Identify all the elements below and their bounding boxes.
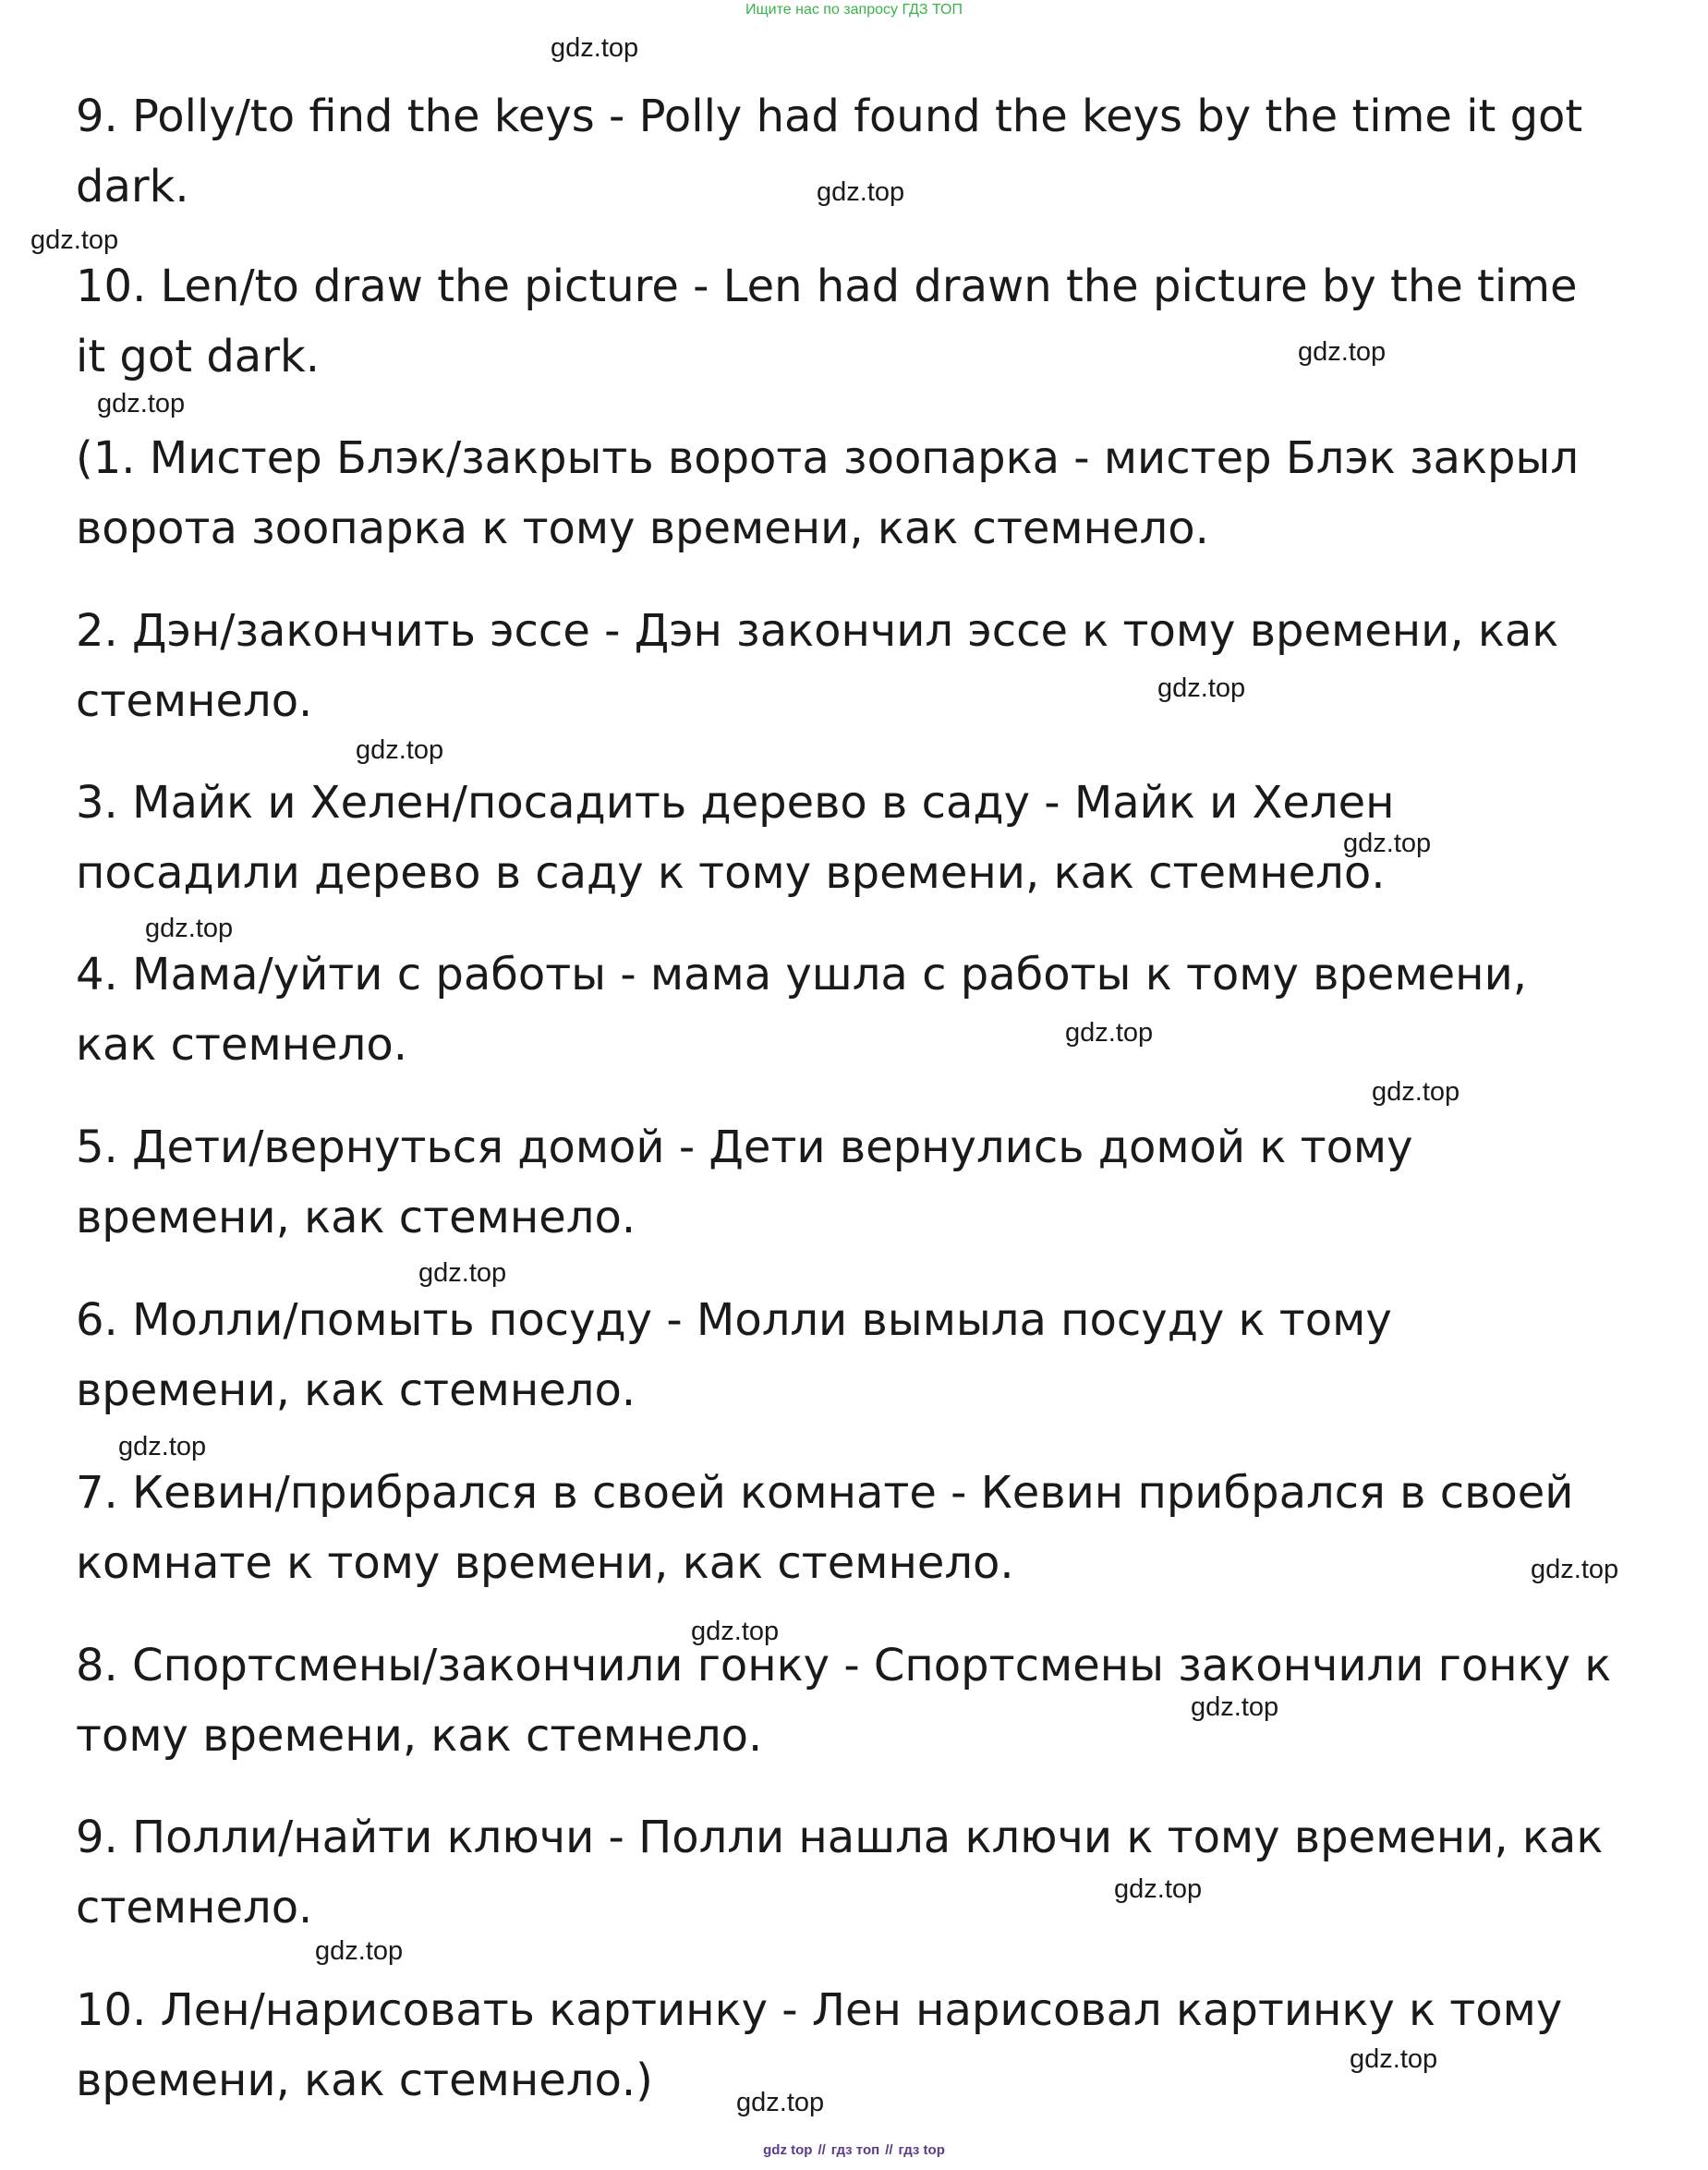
watermark: gdz.top [145,914,234,943]
paragraph-line: времени, как стемнело. [76,1192,636,1243]
watermark: gdz.top [315,1936,404,1966]
paragraph-ru-8 [76,1631,1628,1771]
paragraph-line: 3. Майк и Хелен/посадить дерево в саду - Майк и Хелен [76,777,1395,829]
paragraph-line: 7. Кевин/прибрался в своей комнате - Кевин прибрался в своей [76,1467,1574,1519]
footer-links [0,2142,1708,2158]
paragraph-line: 10. Len/to draw the picture - Len had drawn the picture by the time [76,261,1578,312]
watermark: gdz.top [418,1258,507,1288]
paragraph-ru-5 [76,1112,1628,1253]
footer-separator: // [818,2142,826,2158]
top-banner: Ищите нас по запросу ГДЗ ТОП [745,2,963,18]
paragraph-line: тому времени, как стемнело. [76,1710,763,1762]
paragraph-line: комнате к тому времени, как стемнело. [76,1537,1014,1589]
watermark: gdz.top [118,1432,207,1461]
watermark: gdz.top [551,33,639,63]
paragraph-line: dark. [76,161,189,212]
paragraph-line: 9. Polly/to find the keys - Polly had found the keys by the time it got [76,91,1583,142]
watermark: gdz.top [1191,1692,1279,1722]
watermark: gdz.top [1531,1555,1619,1584]
watermark: gdz.top [30,225,119,255]
watermark: gdz.top [97,389,186,418]
paragraph-line: 5. Дети/вернуться домой - Дети вернулись домой к тому [76,1121,1413,1173]
watermark: gdz.top [1350,2044,1438,2074]
paragraph-line: 2. Дэн/закончить эссе - Дэн закончил эссе к тому времени, как [76,605,1559,657]
paragraph-ru-1 [76,423,1628,564]
watermark: gdz.top [1114,1874,1203,1904]
paragraph-ru-6 [76,1285,1628,1425]
paragraph-line: стемнело. [76,1882,313,1934]
paragraph-en-10 [76,251,1628,392]
paragraph-line: 9. Полли/найти ключи - Полли нашла ключи к тому времени, как [76,1812,1604,1863]
watermark: gdz.top [1157,673,1246,703]
watermark: gdz.top [1343,829,1432,858]
paragraph-ru-7 [76,1458,1628,1598]
watermark: gdz.top [817,177,905,207]
footer-link[interactable]: гдз top [898,2142,945,2158]
watermark: gdz.top [736,2088,825,2117]
watermark: gdz.top [1065,1018,1154,1048]
watermark: gdz.top [356,735,444,765]
paragraph-line: времени, как стемнело.) [76,2055,653,2106]
paragraph-line: it got dark. [76,331,320,382]
paragraph-line: как стемнело. [76,1019,407,1071]
watermark: gdz.top [691,1617,780,1646]
footer-separator: // [885,2142,893,2158]
paragraph-line: посадили дерево в саду к тому времени, как стемнело. [76,847,1386,899]
paragraph-line: стемнело. [76,675,313,727]
paragraph-line: 6. Молли/помыть посуду - Молли вымыла посуду к тому [76,1294,1392,1346]
paragraph-line: ворота зоопарка к тому времени, как стемнело. [76,503,1209,554]
watermark: gdz.top [1372,1077,1460,1107]
footer-link[interactable]: гдз топ [830,2142,880,2158]
paragraph-line: 10. Лен/нарисовать картинку - Лен нарисовал картинку к тому [76,1984,1563,2036]
paragraph-ru-4 [76,940,1628,1080]
paragraph-line: 4. Мама/уйти с работы - мама ушла с работы к тому времени, [76,949,1528,1000]
paragraph-line: (1. Мистер Блэк/закрыть ворота зоопарка - мистер Блэк закрыл [76,432,1580,484]
paragraph-line: времени, как стемнело. [76,1364,636,1416]
paragraph-line: 8. Спортсмены/закончили гонку - Спортсмены закончили гонку к [76,1640,1612,1691]
paragraph-ru-9 [76,1802,1628,1943]
footer-link[interactable]: gdz top [763,2142,813,2158]
paragraph-ru-2 [76,596,1628,736]
watermark: gdz.top [1298,337,1387,367]
